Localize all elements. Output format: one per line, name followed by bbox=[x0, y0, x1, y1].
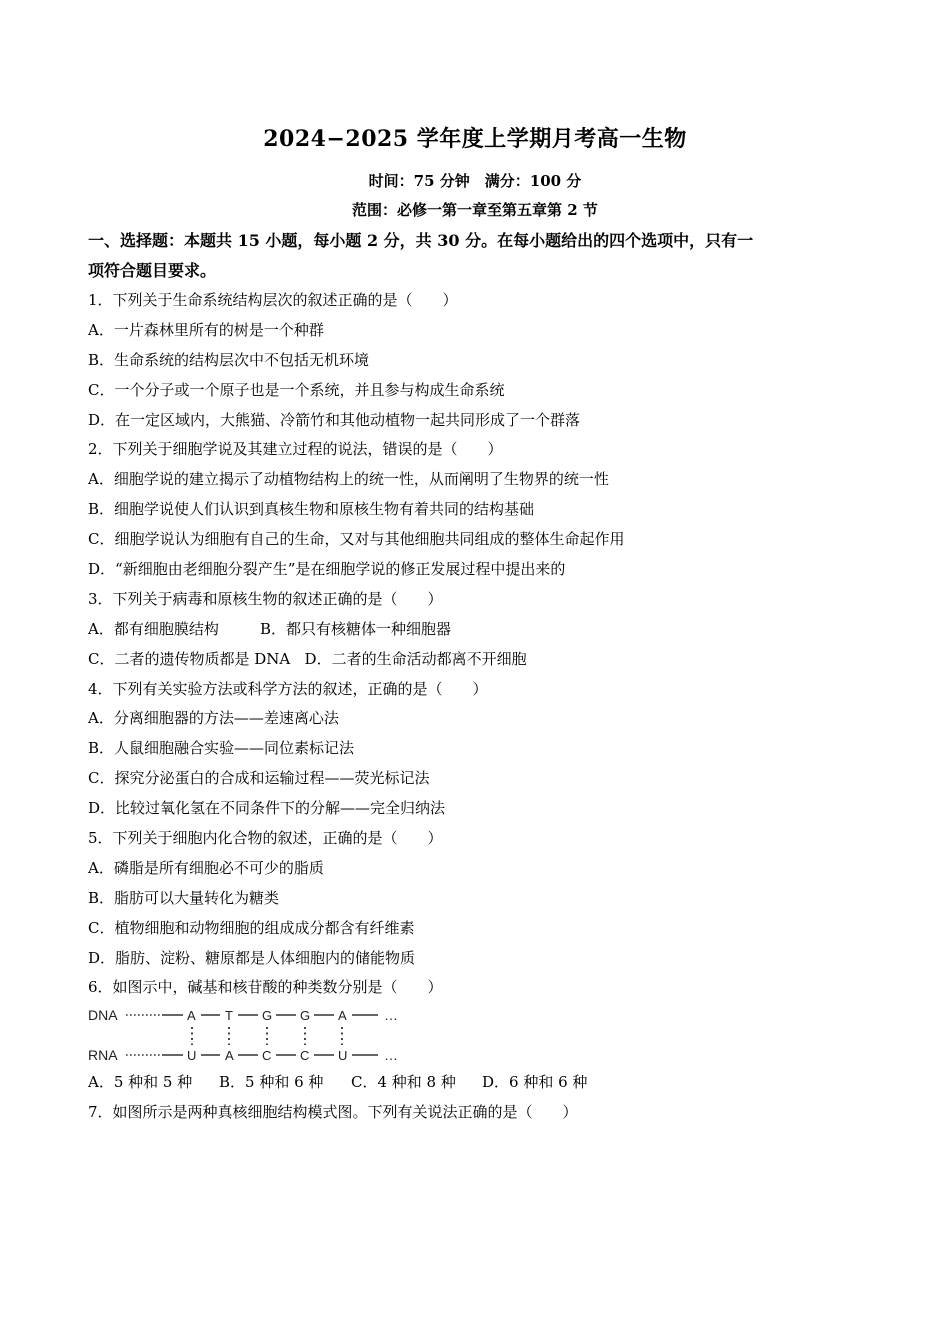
q1-option-c: C．一个分子或一个原子也是一个系统，并且参与构成生命系统 bbox=[88, 380, 505, 399]
q6-option-d: D．6 种和 6 种 bbox=[482, 1073, 588, 1092]
section-heading-line2: 项符合题目要求。 bbox=[88, 261, 217, 280]
q6-options bbox=[88, 1068, 868, 1098]
exam-title: 2024−2025 学年度上学期月考高一生物 bbox=[263, 126, 687, 152]
q5-option-d: D．脂肪、淀粉、糖原都是人体细胞内的储能物质 bbox=[88, 948, 416, 967]
dna-base-1: A bbox=[187, 1008, 196, 1024]
q1-option-b: B．生命系统的结构层次中不包括无机环境 bbox=[88, 350, 370, 369]
q5-option-a: A．磷脂是所有细胞必不可少的脂质 bbox=[88, 858, 324, 877]
q3-option-b: B．都只有核糖体一种细胞器 bbox=[260, 619, 452, 638]
q3-option-a: A．都有细胞膜结构 bbox=[88, 619, 219, 638]
rna-base-4: C bbox=[300, 1048, 310, 1064]
q2-option-c: C．细胞学说认为细胞有自己的生命，又对与其他细胞共同组成的整体生命起作用 bbox=[88, 530, 625, 549]
rna-base-5: U bbox=[338, 1048, 348, 1064]
q4-option-c: C．探究分泌蛋白的合成和运输过程——荧光标记法 bbox=[88, 769, 430, 788]
dna-rna-figure bbox=[88, 1004, 418, 1066]
exam-time-score: 时间：75 分钟 满分：100 分 bbox=[368, 172, 582, 190]
q6-option-c: C．4 种和 8 种 bbox=[351, 1073, 456, 1092]
q4-stem: 4．下列有关实验方法或科学方法的叙述，正确的是（ ） bbox=[88, 679, 488, 698]
dna-base-5: A bbox=[338, 1008, 347, 1024]
exam-scope: 范围：必修一第一章至第五章第 2 节 bbox=[352, 201, 598, 219]
rna-base-3: C bbox=[262, 1048, 272, 1064]
q5-option-b: B．脂肪可以大量转化为糖类 bbox=[88, 888, 280, 907]
q2-option-d: D．“新细胞由老细胞分裂产生”是在细胞学说的修正发展过程中提出来的 bbox=[88, 560, 566, 579]
q3-stem: 3．下列关于病毒和原核生物的叙述正确的是（ ） bbox=[88, 589, 443, 608]
dna-label: DNA bbox=[88, 1007, 118, 1024]
section-heading bbox=[88, 226, 868, 286]
q1-option-d: D．在一定区域内，大熊猫、冷箭竹和其他动植物一起共同形成了一个群落 bbox=[88, 410, 581, 429]
dna-rna-diagram bbox=[88, 1004, 418, 1066]
q2-option-b: B．细胞学说使人们认识到真核生物和原核生物有着共同的结构基础 bbox=[88, 500, 535, 519]
q1-stem: 1．下列关于生命系统结构层次的叙述正确的是（ ） bbox=[88, 291, 458, 309]
rna-base-2: A bbox=[225, 1048, 234, 1064]
q7-stem: 7．如图所示是两种真核细胞结构模式图。下列有关说法正确的是（ ） bbox=[88, 1103, 578, 1122]
rna-base-1: U bbox=[187, 1048, 197, 1064]
q6-option-b: B．5 种和 6 种 bbox=[219, 1073, 324, 1092]
dna-ellipsis: … bbox=[384, 1007, 398, 1024]
rna-ellipsis: … bbox=[384, 1047, 398, 1064]
q3-options-row2 bbox=[88, 645, 868, 675]
q4-option-d: D．比较过氧化氢在不同条件下的分解——完全归纳法 bbox=[88, 799, 446, 818]
dna-base-2: T bbox=[225, 1008, 233, 1024]
q6-option-a: A．5 种和 5 种 bbox=[88, 1073, 193, 1092]
rna-label: RNA bbox=[88, 1047, 118, 1064]
q5-option-c: C．植物细胞和动物细胞的组成成分都含有纤维素 bbox=[88, 918, 415, 937]
q2-stem: 2．下列关于细胞学说及其建立过程的说法，错误的是（ ） bbox=[88, 440, 503, 459]
dna-base-3: G bbox=[262, 1008, 273, 1024]
q3-option-d: D．二者的生命活动都离不开细胞 bbox=[304, 649, 527, 668]
q1-option-a: A．一片森林里所有的树是一个种群 bbox=[88, 320, 324, 339]
section-heading-line1: 一、选择题：本题共 15 小题，每小题 2 分，共 30 分。在每小题给出的四个选项中，只有一 bbox=[88, 231, 754, 250]
q6-stem: 6．如图示中，碱基和核苷酸的种类数分别是（ ） bbox=[88, 978, 443, 997]
q3-options-row1 bbox=[88, 615, 868, 645]
q5-stem: 5．下列关于细胞内化合物的叙述，正确的是（ ） bbox=[88, 829, 443, 848]
questions-body bbox=[88, 286, 868, 1128]
q2-option-a: A．细胞学说的建立揭示了动植物结构上的统一性，从而阐明了生物界的统一性 bbox=[88, 470, 609, 489]
q3-option-c: C．二者的遗传物质都是 DNA bbox=[88, 649, 291, 668]
q4-option-a: A．分离细胞器的方法——差速离心法 bbox=[88, 709, 339, 728]
q4-option-b: B．人鼠细胞融合实验——同位素标记法 bbox=[88, 739, 355, 758]
dna-base-4: G bbox=[300, 1008, 311, 1024]
